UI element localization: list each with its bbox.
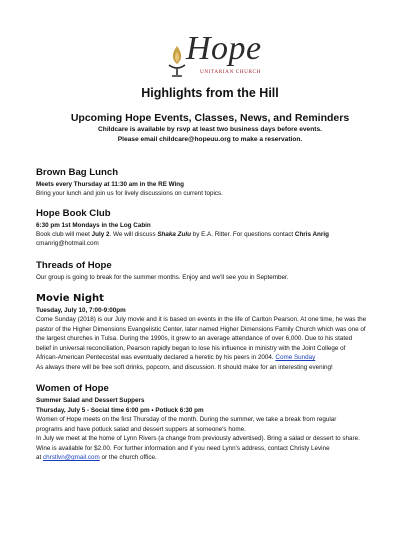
page-title: Highlights from the Hill [141,86,279,100]
book-club-date: July 2 [91,231,110,238]
book-club-contact: Chris Anrig [294,231,329,238]
women-desc-line: Women of Hope meets on the first Thursday of the month. During the summer, we take a break from regular [36,416,337,423]
women-desc-line: In July we meet at the home of Lynn Rivers (a change from previously advertised). Bring a salad or dessert to share. [36,435,360,442]
logo-subtitle: UNITARIAN CHURCH [200,69,261,75]
movie-desc-line: Come Sunday (2018) is our July movie and it is based on events in the life of Carlton Pearson. At one time, he was the [36,316,367,323]
women-of-hope-heading: Women of Hope [36,383,109,394]
movie-desc-line: pastor of the Higher Dimensions Evangelistic Center, later named Higher Dimensions Family Church which was one of [36,325,366,333]
brown-bag-desc: Bring your lunch and join us for lively discussions on current topics. [36,190,223,197]
movie-desc-text: African-American Pentecostal was eventually declared a heretic by his peers in 2004. [36,354,276,361]
movie-desc-line [36,353,315,363]
movie-desc-line: As always there will be free soft drinks, popcorn, and discussion. It should make for an interesting evening! [36,363,333,371]
movie-desc-line: belief in universal reconciliation, Pearson rapidly began to lose his influence in ministry with the Joint College of [36,344,346,352]
threads-desc: Our group is going to break for the summer months. Enjoy and we'll see you in September. [36,274,289,281]
movie-desc-line: the largest churches in Tulsa. During the 1990s, it grew to an average attendance of over 6,000. Due to his stated [36,335,353,342]
childcare-note: Childcare is available by rsvp at least two business days before events. [98,126,322,133]
movie-night-when: Tuesday, July 10, 7:00-9:00pm [36,307,126,314]
book-club-email: cmanrig@hotmail.com [36,240,99,247]
childcare-email-note: Please email childcare@hopeuu.org to make a reservation. [117,136,303,143]
book-club-when: 6:30 pm 1st Mondays in the Log Cabin [36,222,151,229]
brown-bag-when: Meets every Thursday at 11:30 am in the RE Wing [36,181,184,188]
christy-email-link[interactable]: chrstlvn@gmail.com [43,454,100,461]
women-desc-line: Wine is available for $2.00. For further information and if you need Lynn's address, contact Christy Levine [36,444,330,452]
women-of-hope-sub: Summer Salad and Dessert Suppers [36,397,145,404]
brown-bag-heading: Brown Bag Lunch [36,167,119,178]
women-desc-line: programs and have potluck salad and dessert suppers at someone's home. [36,425,246,433]
book-club-text: Book club will meet [36,231,92,238]
chalice-flame-icon [166,44,188,78]
come-sunday-link[interactable]: Come Sunday [275,354,316,361]
book-club-heading: Hope Book Club [36,208,111,219]
book-club-text: by E.A. Ritter. For questions contact [190,231,295,238]
women-desc-line [36,453,157,463]
hope-logo [160,30,272,82]
women-of-hope-when: Thursday, July 5 - Social time 6:00 pm • Potluck 6:30 pm [36,406,204,414]
women-desc-text: or the church office. [99,454,157,461]
logo-wordmark: Hope [186,30,262,67]
book-club-text: . We will discuss [109,231,158,238]
movie-night-heading: Movie Night [36,293,104,304]
upcoming-heading: Upcoming Hope Events, Classes, News, and Reminders [70,112,350,124]
threads-heading: Threads of Hope [36,260,112,271]
women-desc-text: at [36,454,44,461]
book-title: Shaka Zulu [157,231,191,238]
